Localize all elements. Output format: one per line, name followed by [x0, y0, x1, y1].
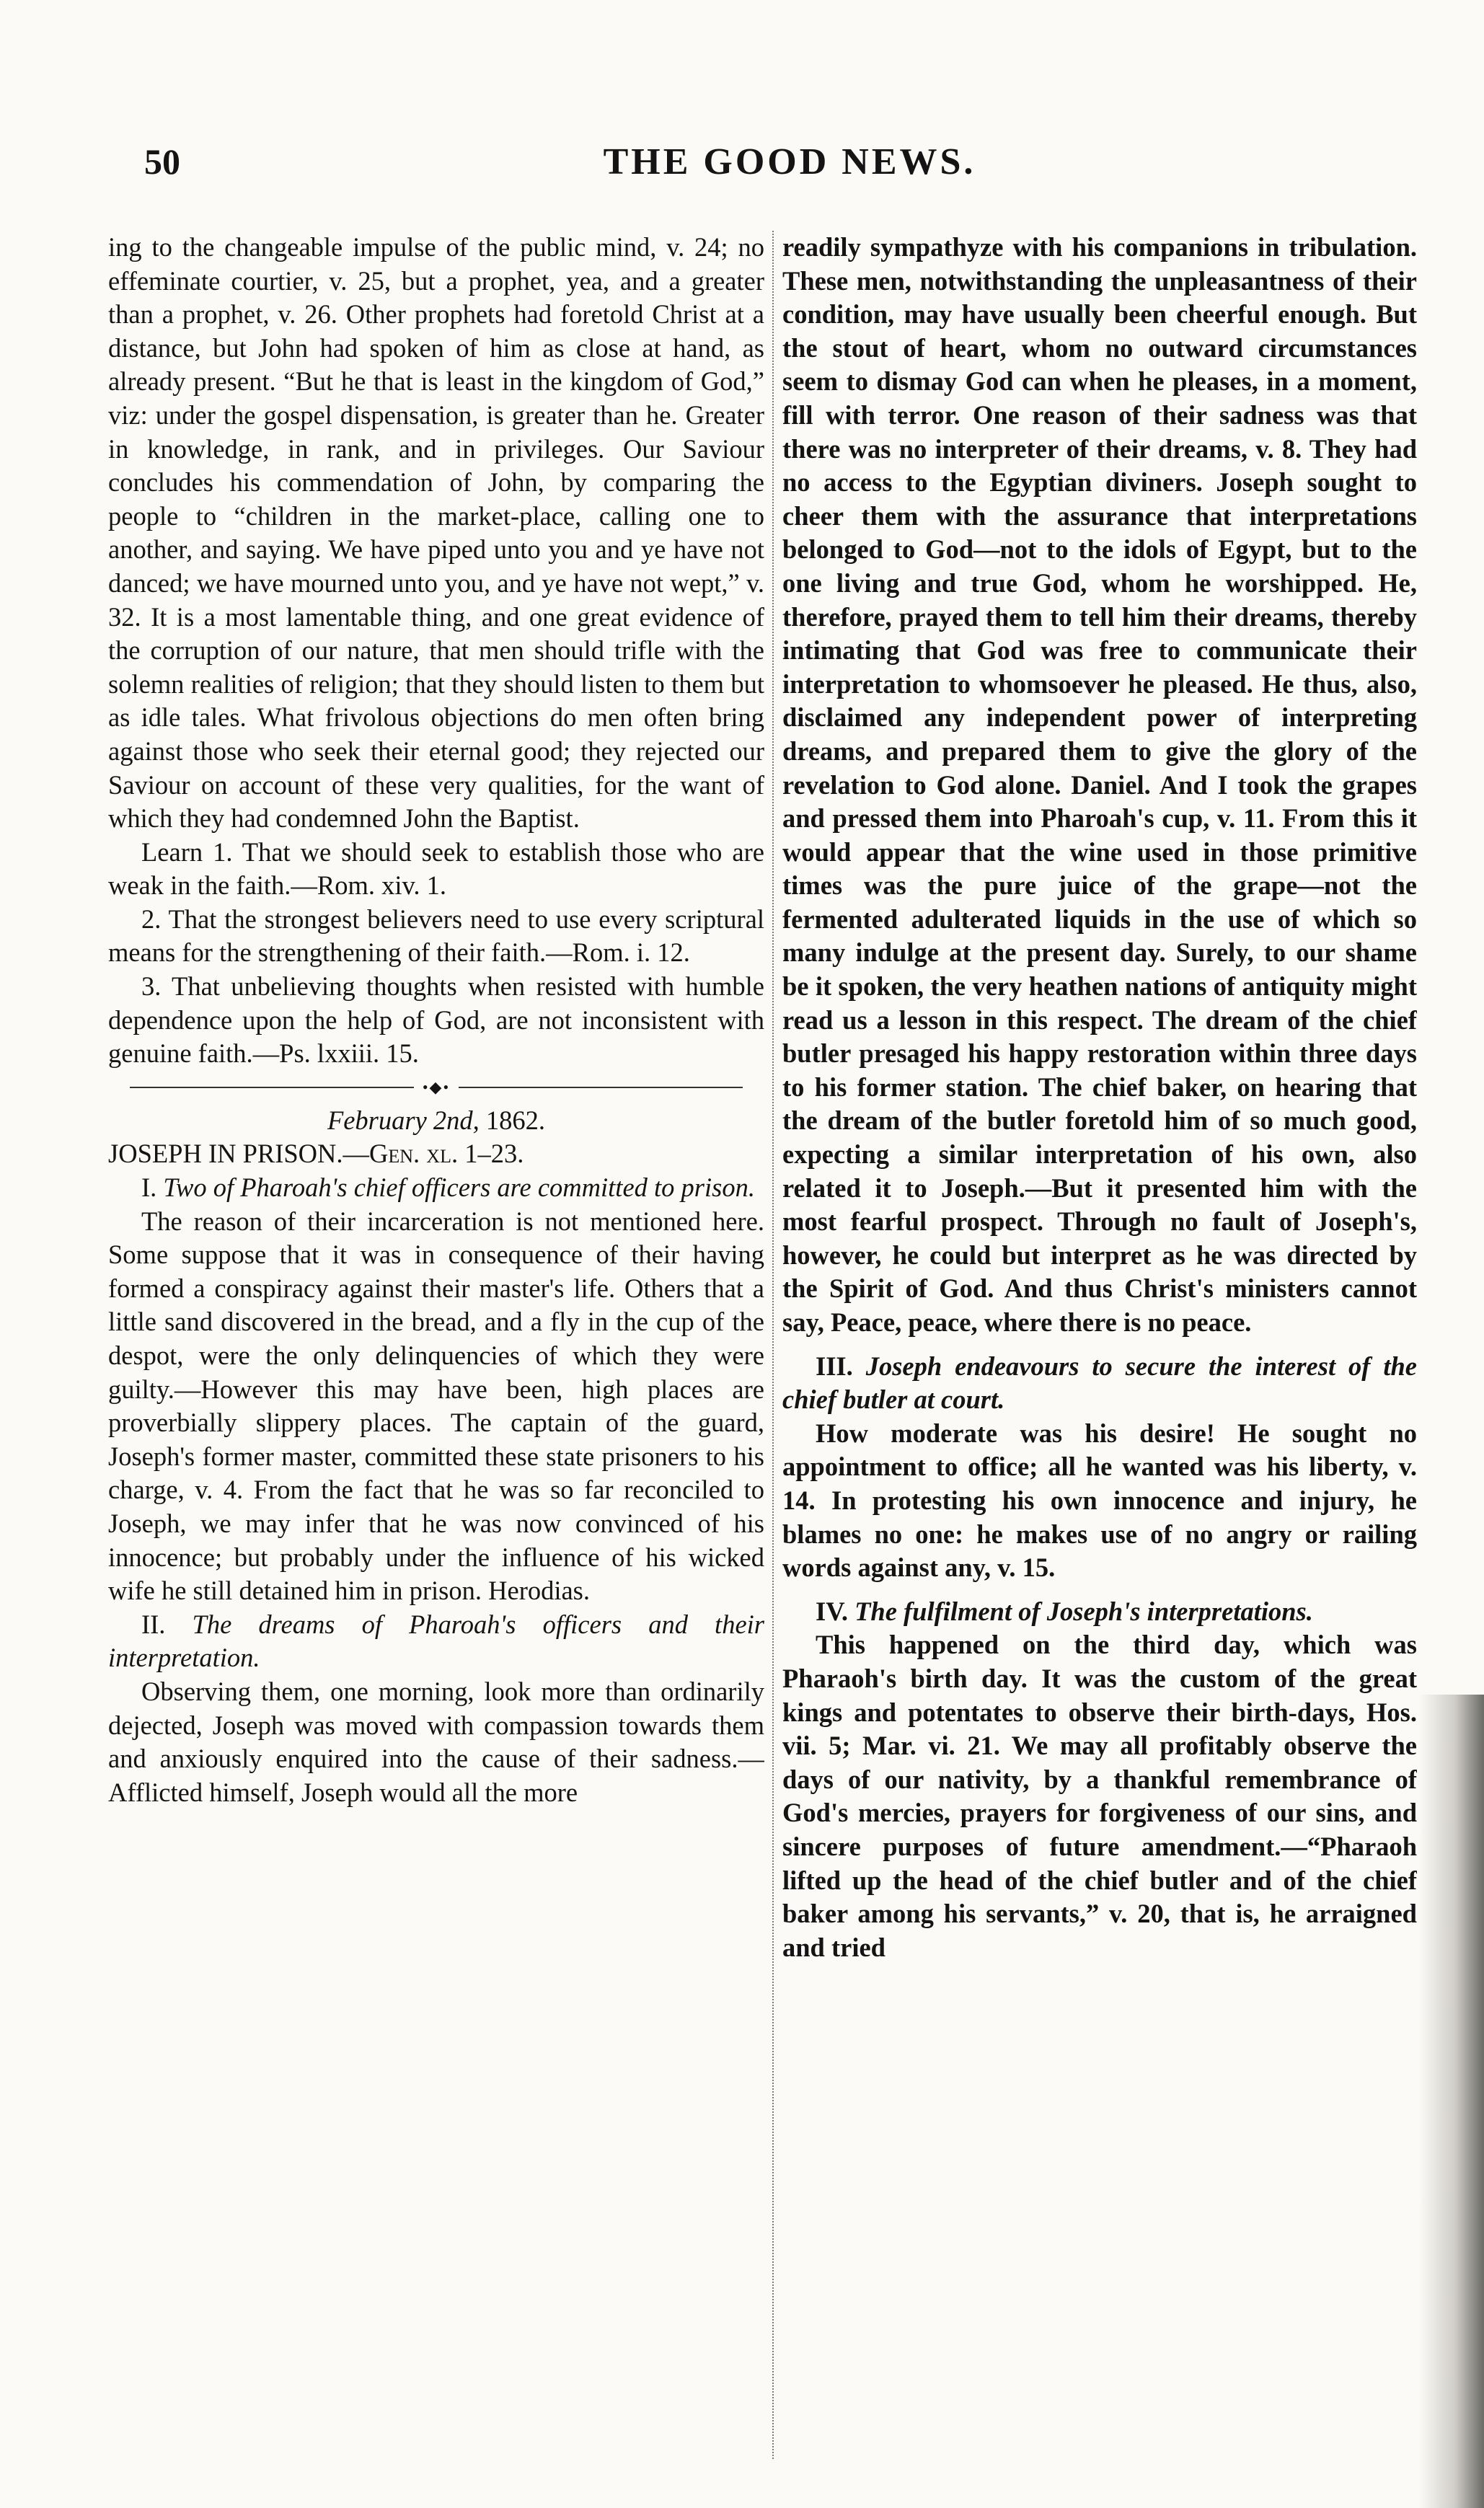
- right-column: [782, 231, 1417, 2481]
- page-edge-shadow: [1419, 1695, 1484, 2508]
- section-heading-4: [782, 1595, 1417, 1629]
- learn-point-3: 3. That unbelieving thoughts when resisted with humble dependence upon the help of God, are not inconsistent with genuine faith.—Ps. lxxiii. 15.: [108, 971, 764, 1069]
- learn-point-2: 2. That the strongest believers need to use every scriptural means for the strengthening of their faith.—Rom. i. 12.: [108, 904, 764, 968]
- spacer: [782, 1340, 1417, 1350]
- spacer: [782, 1585, 1417, 1595]
- section-heading-3: [782, 1350, 1417, 1417]
- left-column: [108, 231, 764, 2481]
- section-body-2: Observing them, one morning, look more than ordinarily dejected, Joseph was moved with compassion towards them and anxiously enquired into the cause of their sadness.—Afflicted himself, Joseph would all the more: [108, 1676, 764, 1807]
- section-heading-2: [108, 1608, 764, 1675]
- learn-point-1: Learn 1. That we should seek to establish those who are weak in the faith.—Rom. xiv. 1.: [108, 836, 764, 901]
- running-title: THE GOOD NEWS.: [603, 141, 976, 182]
- left-paragraph-1: ing to the changeable impulse of the public mind, v. 24; no effeminate courtier, v. 25, but a prophet, yea, and a greater than a prophet, v. 26. Other prophets had foretold Christ at a distance, but John had spoken of him as close at hand, as already present. “But he that is least in the kingdom of God,” viz: under the gospel dispensation, is greater than he. Greater in knowledge, in rank, and in privileges. Our Saviour concludes his commendation of John, by comparing the people to “children in the market-place, calling one to another, and saying. We have piped unto you and ye have not danced; we have mourned unto you, and ye have not wept,” v. 32. It is a most lamentable thing, and one great evidence of the corruption of our nature, that men should trifle with the solemn realities of religion; that they should listen to them but as idle tales. What frivolous objections do men often bring against those who seek their eternal good; they rejected our Saviour on account of these very qualities, for the want of which they had condemned John the Baptist.: [108, 232, 764, 834]
- section-body-4: This happened on the third day, which was Pharaoh's birth day. It was the custom of the great kings and potentates to observe their birth-days, Hos. vii. 5; Mar. vi. 21. We may all profitably observe the days of our nativity, by a thankful remembrance of God's mercies, prayers for forgiveness of our sins, and sincere purposes of future amendment.—“Pharaoh lifted up the head of the chief butler and of the chief baker among his servants,” v. 20, that is, he arraigned and tried: [782, 1630, 1417, 1962]
- section-number-1: I.: [141, 1173, 157, 1203]
- section-title-2: The dreams of Pharoah's officers and their interpretation.: [108, 1609, 764, 1673]
- section-number-2: II.: [141, 1609, 166, 1639]
- section-divider: [130, 1071, 743, 1104]
- lesson-scripture-ref: Gen. xl. 1–23.: [369, 1139, 524, 1169]
- section-number-3: III.: [816, 1351, 853, 1381]
- section-title-4: The fulfilment of Joseph's interpretations.: [854, 1596, 1313, 1626]
- section-number-4: IV.: [816, 1596, 848, 1626]
- section-heading-1: [108, 1171, 764, 1205]
- lesson-title: [108, 1137, 764, 1171]
- section-title-1: Two of Pharoah's chief officers are committed to prison.: [163, 1173, 755, 1203]
- lesson-date-text: February 2nd,: [327, 1105, 480, 1135]
- section-title-3: Joseph endeavours to secure the interest of the chief butler at court.: [782, 1351, 1417, 1415]
- divider-line-left: [130, 1087, 414, 1088]
- lesson-title-text: JOSEPH IN PRISON.—: [108, 1139, 370, 1169]
- page-number: 50: [144, 141, 180, 182]
- lesson-date: [108, 1104, 764, 1138]
- divider-line-right: [459, 1087, 743, 1088]
- section-body-1: The reason of their incarceration is not mentioned here. Some suppose that it was in consequence of their having formed a conspiracy against their master's life. Others that a little sand discovered in the bread, and a fly in the cup of the despot, were the only delinquencies of which they were guilty.—However this may have been, high places are proverbially slippery places. The captain of the guard, Joseph's former master, committed these state prisoners to his charge, v. 4. From the fact that he was so far reconciled to Joseph, we may infer that he was now convinced of his innocence; but probably under the influence of his wicked wife he still detained him in prison. Herodias.: [108, 1206, 764, 1606]
- right-paragraph-1: readily sympathyze with his companions in tribulation. These men, notwithstanding the unpleasantness of their condition, may have usually been cheerful enough. But the stout of heart, whom no outward circumstances seem to dismay God can when he pleases, in a moment, fill with terror. One reason of their sadness was that there was no interpreter of their dreams, v. 8. They had no access to the Egyptian diviners. Joseph sought to cheer them with the assurance that interpretations belonged to God—not to the idols of Egypt, but to the one living and true God, whom he worshipped. He, therefore, prayed them to tell him their dreams, thereby intimating that God was free to communicate their interpretation to whomsoever he pleased. He thus, also, disclaimed any independent power of interpreting dreams, and prepared them to give the glory of the revelation to God alone. Daniel. And I took the grapes and pressed them into Pharoah's cup, v. 11. From this it would appear that the wine used in those primitive times was the pure juice of the grape—not the fermented adulterated liquids in the use of which so many indulge at the present day. Surely, to our shame be it spoken, the very heathen nations of antiquity might read us a lesson in this respect. The dream of the chief butler presaged his happy restoration within three days to his former station. The chief baker, on hearing that the dream of the butler foretold him of so much good, expecting a similar interpretation of his own, also related it to Joseph.—But it presented him with the most fearful prospect. Through no fault of Joseph's, however, he could but interpret as he was directed by the Spirit of God. And thus Christ's ministers cannot say, Peace, peace, where there is no peace.: [782, 232, 1417, 1337]
- divider-ornament: •◆•: [422, 1077, 451, 1096]
- page-header: [123, 141, 1457, 198]
- lesson-date-year: 1862.: [485, 1105, 546, 1135]
- column-rule: [772, 231, 774, 2459]
- section-body-3: How moderate was his desire! He sought no appointment to office; all he wanted was his liberty, v. 14. In protesting his own innocence and injury, he blames no one: he makes use of no angry or railing words against any, v. 15.: [782, 1418, 1417, 1583]
